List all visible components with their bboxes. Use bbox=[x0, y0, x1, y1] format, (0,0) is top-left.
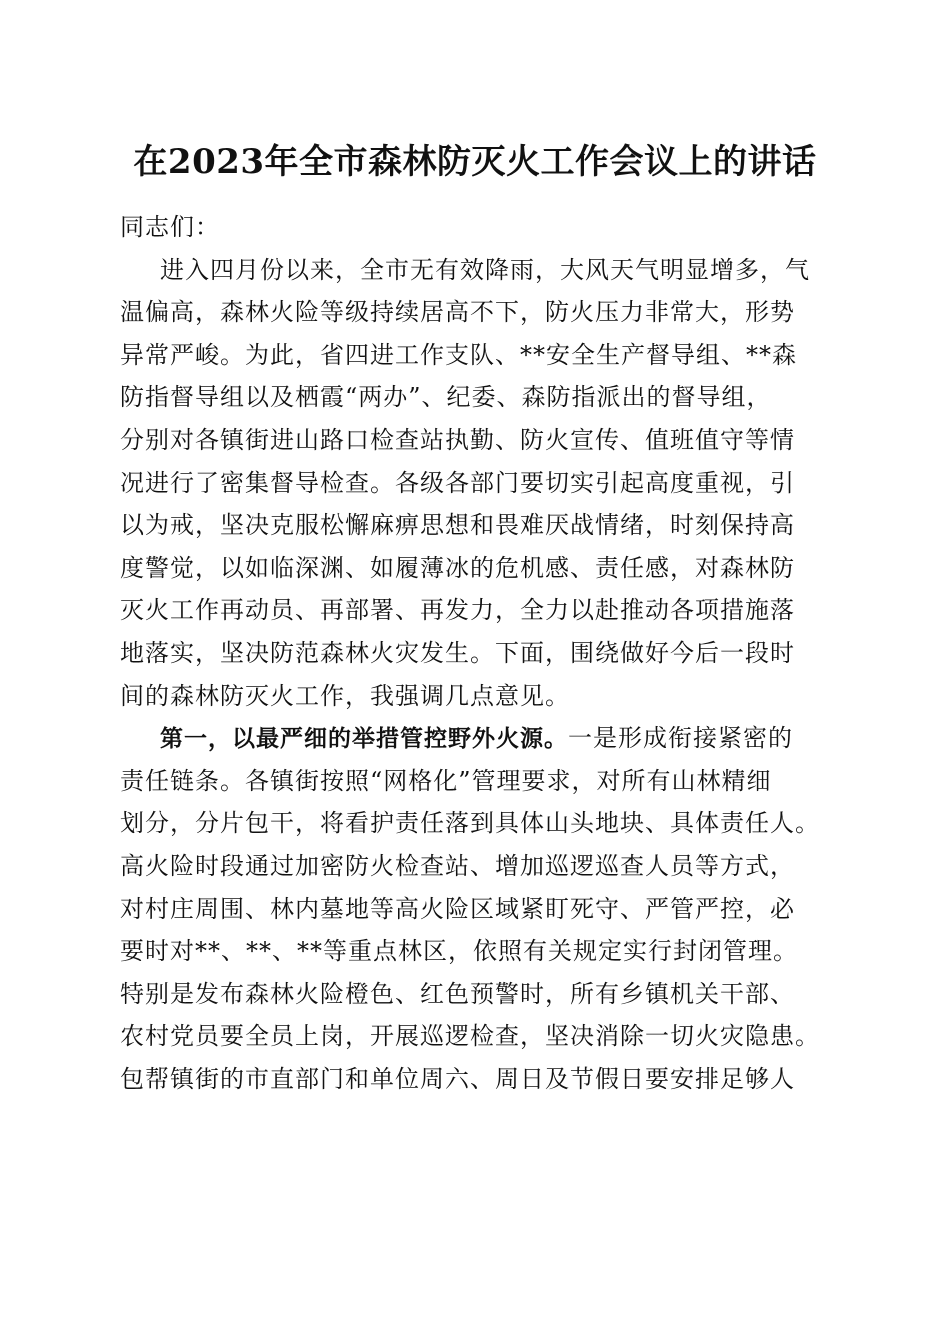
text-line: 间的森林防灭火工作，我强调几点意见。 bbox=[120, 681, 570, 710]
text-line: 要时对**、**、**等重点林区，依照有关规定实行封闭管理。 bbox=[120, 937, 798, 966]
text-line: 划分，分片包干，将看护责任落到具体山头地块、具体责任人。 bbox=[120, 809, 820, 838]
text-line: 农村党员要全员上岗，开展巡逻检查，坚决消除一切火灾隐患。 bbox=[120, 1022, 820, 1051]
text-line: 异常严峻。为此，省四进工作支队、**安全生产督导组、**森 bbox=[120, 340, 797, 369]
text-line: 分别对各镇街进山路口检查站执勤、防火宣传、值班值守等情 bbox=[120, 425, 795, 454]
section-lead-rest: 一是形成衔接紧密的 bbox=[568, 724, 793, 753]
salutation: 同志们： bbox=[120, 213, 220, 241]
paragraph-intro bbox=[120, 249, 832, 718]
text-line: 进入四月份以来，全市无有效降雨，大风天气明显增多，气 bbox=[160, 255, 810, 284]
text-line: 责任链条。各镇街按照“网格化”管理要求，对所有山林精细 bbox=[120, 766, 772, 795]
text-line bbox=[120, 717, 832, 760]
text-line: 高火险时段通过加密防火检查站、增加巡逻巡查人员等方式， bbox=[120, 851, 795, 880]
text-line: 度警觉，以如临深渊、如履薄冰的危机感、责任感，对森林防 bbox=[120, 553, 795, 582]
text-line: 温偏高，森林火险等级持续居高不下，防火压力非常大，形势 bbox=[120, 298, 795, 327]
document-title: 在2023年全市森林防灭火工作会议上的讲话 bbox=[133, 142, 817, 182]
section-lead: 第一，以最严细的举措管控野外火源。 bbox=[160, 726, 568, 753]
text-line: 特别是发布森林火险橙色、红色预警时，所有乡镇机关干部、 bbox=[120, 979, 795, 1008]
text-line: 包帮镇街的市直部门和单位周六、周日及节假日要安排足够人 bbox=[120, 1064, 795, 1093]
text-line: 地落实，坚决防范森林火灾发生。下面，围绕做好今后一段时 bbox=[120, 638, 795, 667]
text-line: 对村庄周围、林内墓地等高火险区域紧盯死守、严管严控，必 bbox=[120, 894, 795, 923]
text-line: 灭火工作再动员、再部署、再发力，全力以赴推动各项措施落 bbox=[120, 596, 795, 625]
text-line: 防指督导组以及栖霞“两办”、纪委、森防指派出的督导组， bbox=[120, 383, 772, 412]
paragraph-first-point bbox=[120, 717, 832, 1100]
document-body bbox=[120, 206, 832, 1100]
text-line: 况进行了密集督导检查。各级各部门要切实引起高度重视，引 bbox=[120, 468, 795, 497]
text-line: 以为戒，坚决克服松懈麻痹思想和畏难厌战情绪，时刻保持高 bbox=[120, 511, 795, 540]
